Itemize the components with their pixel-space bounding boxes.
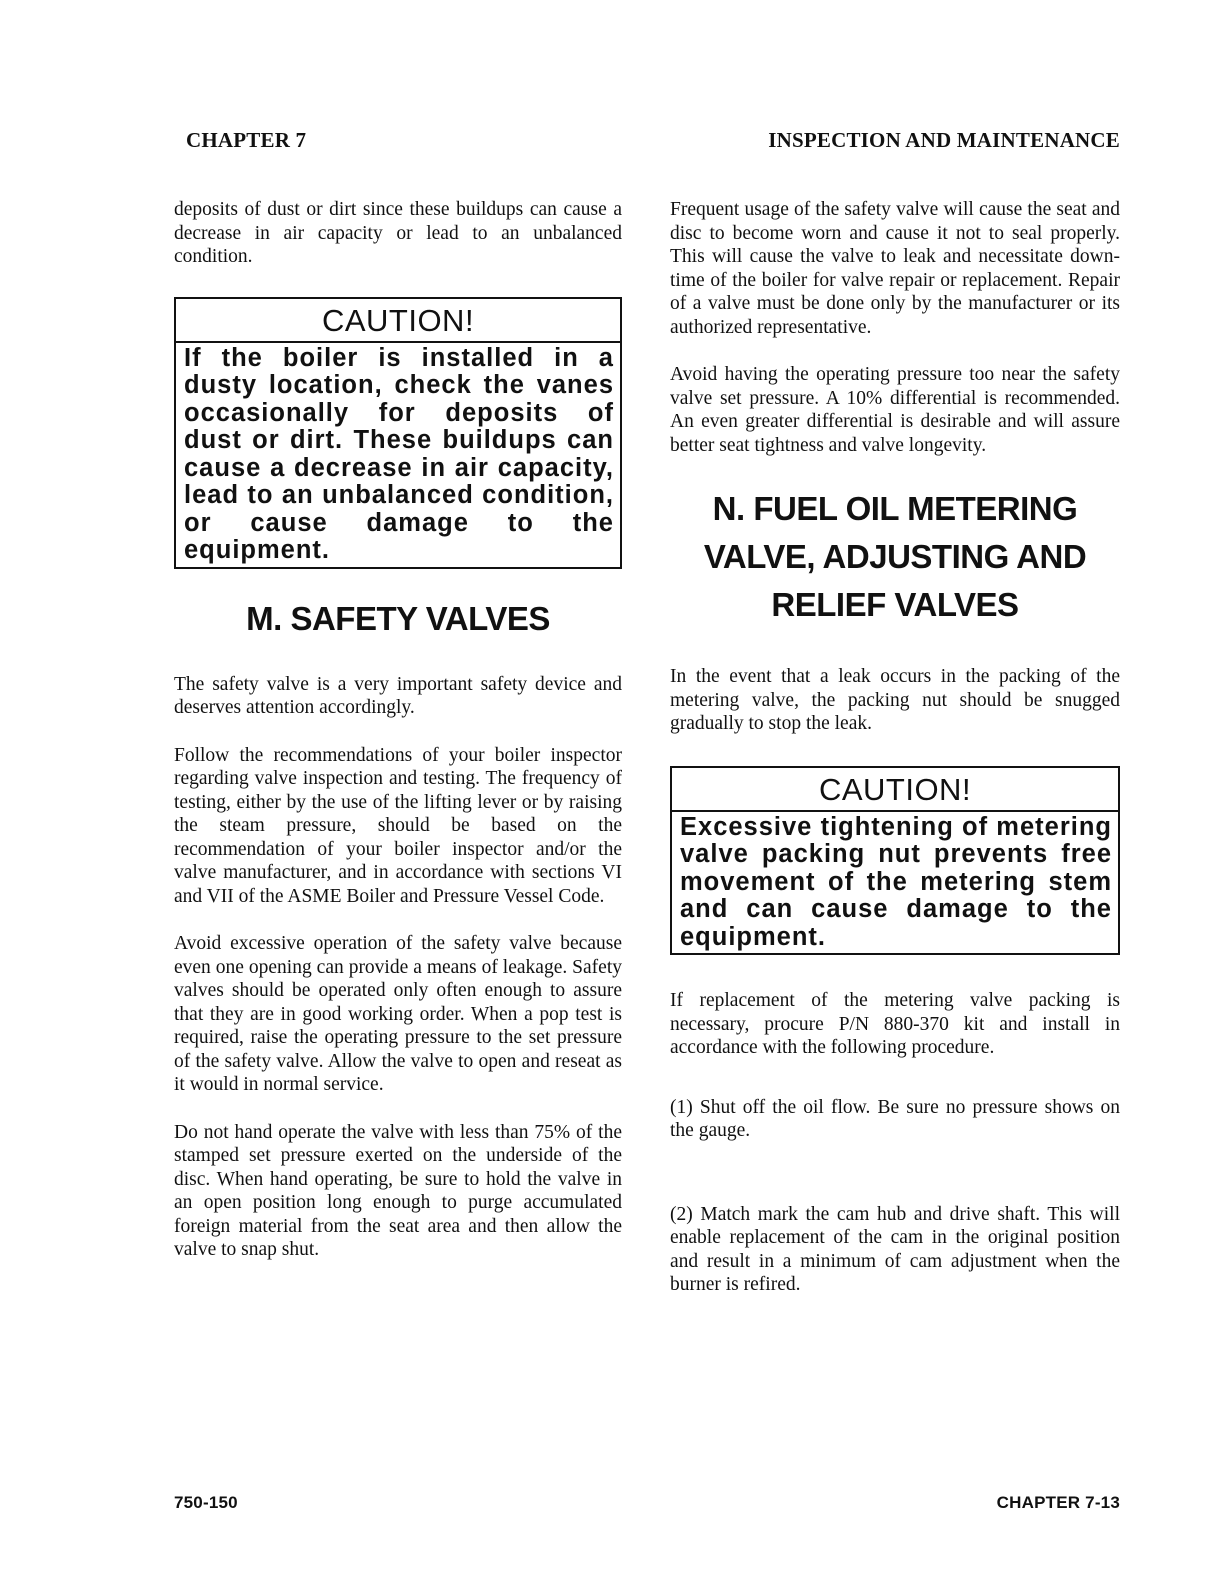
section-title-line: VALVE, ADJUSTING AND (703, 538, 1087, 575)
paragraph-operating-pressure: Avoid having the operating pressure too near the safety valve set pressure. A 10% differential is recommended. An even greater differential is desirable and will assure better seat tightness and valve longevity. (670, 364, 1120, 456)
footer-page-label: CHAPTER 7-13 (996, 1493, 1120, 1512)
step-2: (2) Match mark the cam hub and drive shaft. This will enable replacement of the cam in the original position and result in a minimum of cam adjustment when the burner is refired. (670, 1203, 1120, 1295)
footer-doc-number: 750-150 (174, 1493, 238, 1512)
paragraph-hand-operate: Do not hand operate the valve with less than 75% of the stamped set pressure exerted on the underside of the disc. When hand operating, be sure to hold the valve in an open position long enough to purge accumulated foreign material from the seat area and then allow the valve to snap shut. (174, 1121, 622, 1260)
chapter-header: CHAPTER 7 (186, 128, 307, 152)
section-title-line: RELIEF VALVES (771, 586, 1019, 623)
caution-text: If the boiler is installed in a dusty location, check the vanes occasionally for deposits of dust or dirt. These buildups can cause a decrease in air capacity, lead to an unbalanced condition, or cause damage to the equipment. (184, 343, 614, 564)
paragraph-safety-device: The safety valve is a very important safety device and deserves attention accordingly. (174, 673, 622, 718)
section-title-line: N. FUEL OIL METERING (712, 490, 1078, 527)
caution-box-dust (174, 297, 622, 569)
caution-title: CAUTION! (176, 299, 620, 343)
caution-text: Excessive tightening of metering valve packing nut prevents free movement of the metering stem and can cause damage to the equipment. (680, 812, 1112, 951)
intro-paragraph: deposits of dust or dirt since these buildups can cause a decrease in air capacity or lead to an unbalanced condition. (174, 199, 622, 267)
paragraph-frequent-usage: Frequent usage of the safety valve will cause the seat and disc to become worn and cause it not to seal properly. This will cause the valve to leak and necessitate down-time of the boiler for valve repair or replacement. Repair of a valve must be done only by the manufacturer or its authorized representative. (670, 199, 1120, 338)
step-1: (1) Shut off the oil flow. Be sure no pressure shows on the gauge. (670, 1096, 1120, 1141)
section-title-fuel-oil (670, 485, 1120, 629)
caution-title: CAUTION! (672, 768, 1118, 812)
section-title-safety-valves: M. SAFETY VALVES (246, 599, 550, 637)
paragraph-inspector: Follow the recommendations of your boiler inspector regarding valve inspection and testing. The frequency of testing, either by the use of the lifting lever or by raising the steam pressure, should be based on the recommendation of your boiler inspector and/or the valve manufacturer, and in accordance with sections VI and VII of the ASME Boiler and Pressure Vessel Code. (174, 744, 622, 907)
paragraph-leak: In the event that a leak occurs in the packing of the metering valve, the packing nut should be snugged gradually to stop the leak. (670, 666, 1120, 734)
right-column (670, 198, 1120, 1297)
section-header: INSPECTION AND MAINTENANCE (768, 128, 1120, 152)
paragraph-replacement: If replacement of the metering valve packing is necessary, procure P/N 880-370 kit and install in accordance with the following procedure. (670, 990, 1120, 1058)
paragraph-avoid-operation: Avoid excessive operation of the safety valve because even one opening can provide a means of leakage. Safety valves should be operated only often enough to assure that they are in good working order. When a pop test is required, raise the operating pressure to the set pressure of the safety valve. Allow the valve to open and reseat as it would in normal service. (174, 933, 622, 1095)
caution-box-packing (670, 766, 1120, 956)
left-column (174, 198, 622, 1262)
